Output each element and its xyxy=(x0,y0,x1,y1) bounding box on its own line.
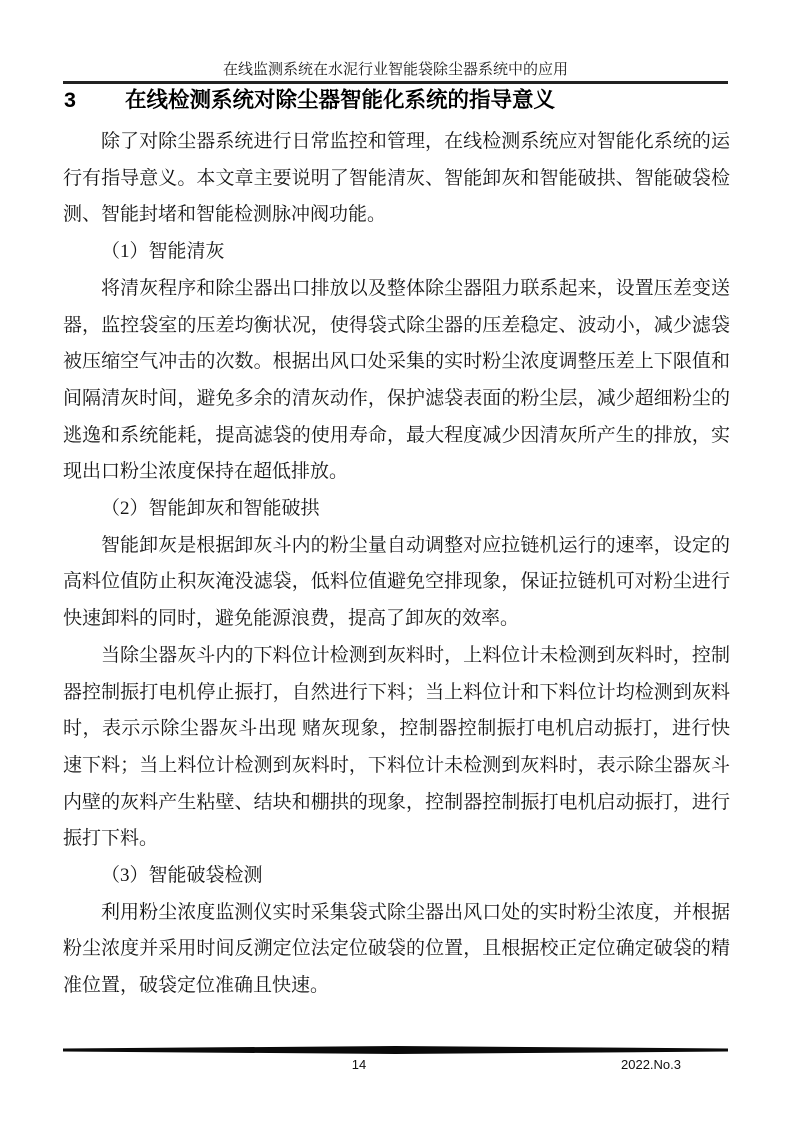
section-heading xyxy=(64,87,729,114)
header-rule xyxy=(63,81,728,84)
footer-rule xyxy=(63,1046,728,1054)
paragraph: 除了对除尘器系统进行日常监控和管理，在线检测系统应对智能化系统的运行有指导意义。本文章主要说明了智能清灰、智能卸灰和智能破拱、智能破袋检测、智能封堵和智能检测脉冲阀功能。 xyxy=(63,131,730,226)
paragraph: 将清灰程序和除尘器出口排放以及整体除尘器阻力联系起来，设置压差变送器，监控袋室的压差均衡状况，使得袋式除尘器的压差稳定、波动小，减少滤袋被压缩空气冲击的次数。根据出风口处采集的实时粉尘浓度调整压差上下限值和间隔清灰时间，避免多余的清灰动作，保护滤袋表面的粉尘层，减少超细粉尘的逃逸和系统能耗，提高滤袋的使用寿命，最大程度减少因清灰所产生的排放，实现出口粉尘浓度保持在超低排放。 xyxy=(63,277,730,483)
paragraph: （1）智能清灰 xyxy=(101,241,225,263)
article-body xyxy=(63,124,730,1005)
paragraph: （3）智能破袋检测 xyxy=(101,865,263,887)
section-number: 3 xyxy=(64,88,76,112)
paragraph: 利用粉尘浓度监测仪实时采集袋式除尘器出风口处的实时粉尘浓度，并根据粉尘浓度并采用时间反溯定位法定位破袋的位置，且根据校正定位确定破袋的精准位置，破袋定位准确且快速。 xyxy=(63,901,730,997)
page-number: 14 xyxy=(351,1057,367,1072)
paragraph: （2）智能卸灰和智能破拱 xyxy=(101,498,320,520)
running-header: 在线监测系统在水泥行业智能袋除尘器系统中的应用 xyxy=(222,62,568,78)
paragraph: 当除尘器灰斗内的下料位计检测到灰料时，上料位计未检测到灰料时，控制器控制振打电机停止振打，自然进行下料；当上料位计和下料位计均检测到灰料时，表示示除尘器灰斗出现 赌灰现象，控制器控制振打电机启动振打，进行快速下料；当上料位计检测到灰料时，下料位计未检测到灰料时，表示除尘器灰斗内壁的灰料产生粘壁、结块和棚拱的现象，控制器控制振打电机启动振打，进行振打下料。 xyxy=(63,644,730,850)
issue-number: 2022.No.3 xyxy=(621,1057,681,1072)
paragraph: 智能卸灰是根据卸灰斗内的粉尘量自动调整对应拉链机运行的速率，设定的高料位值防止积灰淹没滤袋，低料位值避免空排现象，保证拉链机可对粉尘进行快速卸料的同时，避免能源浪费，提高了卸灰的效率。 xyxy=(63,534,730,630)
section-title: 在线检测系统对除尘器智能化系统的指导意义 xyxy=(124,88,555,112)
